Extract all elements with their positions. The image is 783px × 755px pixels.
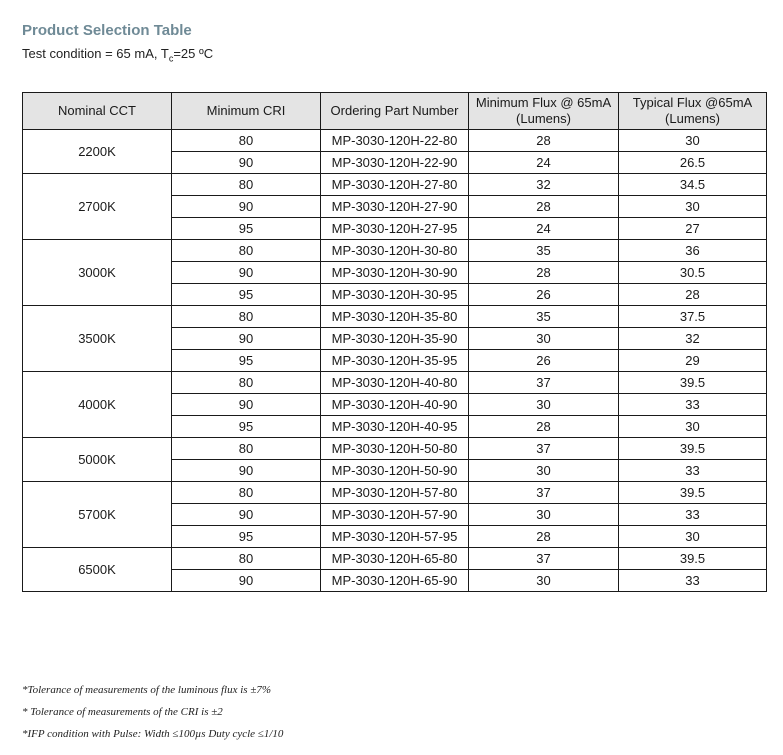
- cell-minimum-flux: 32: [469, 174, 619, 196]
- cell-nominal-cct: 3000K: [23, 240, 172, 306]
- cell-minimum-cri: 90: [172, 570, 321, 592]
- cell-nominal-cct: 5000K: [23, 438, 172, 482]
- cell-nominal-cct: 3500K: [23, 306, 172, 372]
- cell-ordering-part-number: MP-3030-120H-27-90: [321, 196, 469, 218]
- cell-minimum-flux: 24: [469, 218, 619, 240]
- table-row: [23, 240, 767, 262]
- cell-minimum-cri: 95: [172, 218, 321, 240]
- cell-typical-flux: 30.5: [619, 262, 767, 284]
- test-condition-suffix: =25 ºC: [173, 46, 214, 61]
- cell-minimum-cri: 80: [172, 174, 321, 196]
- cell-minimum-cri: 90: [172, 504, 321, 526]
- cell-minimum-cri: 95: [172, 284, 321, 306]
- cell-typical-flux: 29: [619, 350, 767, 372]
- test-condition-prefix: Test condition = 65 mA, T: [22, 46, 169, 61]
- cell-typical-flux: 39.5: [619, 482, 767, 504]
- footnote-ifp: *IFP condition with Pulse: Width ≤100µs Duty cycle ≤1/10: [22, 728, 284, 740]
- cell-typical-flux: 30: [619, 526, 767, 548]
- cell-minimum-cri: 80: [172, 306, 321, 328]
- footnote-luminous-flux: *Tolerance of measurements of the luminous flux is ±7%: [22, 684, 272, 696]
- cell-minimum-flux: 30: [469, 570, 619, 592]
- cell-typical-flux: 39.5: [619, 438, 767, 460]
- cell-minimum-flux: 30: [469, 328, 619, 350]
- cell-typical-flux: 39.5: [619, 372, 767, 394]
- cell-ordering-part-number: MP-3030-120H-40-90: [321, 394, 469, 416]
- cell-ordering-part-number: MP-3030-120H-27-80: [321, 174, 469, 196]
- cell-ordering-part-number: MP-3030-120H-57-95: [321, 526, 469, 548]
- cell-ordering-part-number: MP-3030-120H-65-90: [321, 570, 469, 592]
- cell-minimum-cri: 90: [172, 460, 321, 482]
- cell-ordering-part-number: MP-3030-120H-35-95: [321, 350, 469, 372]
- cell-ordering-part-number: MP-3030-120H-65-80: [321, 548, 469, 570]
- cell-ordering-part-number: MP-3030-120H-30-95: [321, 284, 469, 306]
- cell-ordering-part-number: MP-3030-120H-27-95: [321, 218, 469, 240]
- cell-ordering-part-number: MP-3030-120H-40-95: [321, 416, 469, 438]
- cell-nominal-cct: 4000K: [23, 372, 172, 438]
- cell-ordering-part-number: MP-3030-120H-30-80: [321, 240, 469, 262]
- cell-minimum-cri: 95: [172, 416, 321, 438]
- cell-ordering-part-number: MP-3030-120H-57-90: [321, 504, 469, 526]
- cell-nominal-cct: 2700K: [23, 174, 172, 240]
- cell-ordering-part-number: MP-3030-120H-30-90: [321, 262, 469, 284]
- cell-minimum-cri: 90: [172, 152, 321, 174]
- cell-typical-flux: 36: [619, 240, 767, 262]
- cell-ordering-part-number: MP-3030-120H-40-80: [321, 372, 469, 394]
- cell-minimum-cri: 90: [172, 328, 321, 350]
- cell-typical-flux: 33: [619, 460, 767, 482]
- header-minimum-flux-line1: Minimum Flux @ 65mA: [475, 95, 612, 110]
- footnotes: [22, 684, 283, 750]
- cell-ordering-part-number: MP-3030-120H-22-90: [321, 152, 469, 174]
- cell-minimum-cri: 90: [172, 196, 321, 218]
- cell-minimum-cri: 80: [172, 438, 321, 460]
- header-minimum-flux: [469, 93, 619, 130]
- cell-minimum-flux: 28: [469, 130, 619, 152]
- footnote-cri: * Tolerance of measurements of the CRI is ±2: [22, 706, 223, 718]
- cell-ordering-part-number: MP-3030-120H-50-80: [321, 438, 469, 460]
- cell-minimum-cri: 80: [172, 548, 321, 570]
- cell-minimum-cri: 95: [172, 526, 321, 548]
- header-nominal-cct: Nominal CCT: [23, 93, 172, 130]
- cell-minimum-flux: 28: [469, 262, 619, 284]
- cell-typical-flux: 33: [619, 394, 767, 416]
- cell-minimum-cri: 95: [172, 350, 321, 372]
- cell-minimum-flux: 28: [469, 526, 619, 548]
- cell-minimum-flux: 37: [469, 482, 619, 504]
- product-selection-table: [22, 92, 767, 592]
- table-row: [23, 306, 767, 328]
- table-row: [23, 174, 767, 196]
- cell-typical-flux: 27: [619, 218, 767, 240]
- test-condition: [22, 46, 213, 64]
- cell-minimum-flux: 28: [469, 416, 619, 438]
- cell-typical-flux: 32: [619, 328, 767, 350]
- cell-minimum-cri: 80: [172, 130, 321, 152]
- cell-minimum-flux: 37: [469, 548, 619, 570]
- table-header-row: [23, 93, 767, 130]
- cell-typical-flux: 30: [619, 416, 767, 438]
- header-typical-flux-line2: (Lumens): [665, 111, 720, 126]
- cell-nominal-cct: 2200K: [23, 130, 172, 174]
- cell-typical-flux: 34.5: [619, 174, 767, 196]
- cell-minimum-cri: 80: [172, 372, 321, 394]
- cell-minimum-flux: 30: [469, 394, 619, 416]
- cell-minimum-flux: 37: [469, 438, 619, 460]
- cell-minimum-cri: 90: [172, 394, 321, 416]
- cell-typical-flux: 30: [619, 196, 767, 218]
- table-row: [23, 548, 767, 570]
- cell-typical-flux: 33: [619, 504, 767, 526]
- table-row: [23, 372, 767, 394]
- header-minimum-flux-line2: (Lumens): [516, 111, 571, 126]
- cell-nominal-cct: 6500K: [23, 548, 172, 592]
- table-body: [23, 130, 767, 592]
- cell-minimum-flux: 30: [469, 504, 619, 526]
- page-title: Product Selection Table: [22, 22, 192, 39]
- header-typical-flux: [619, 93, 767, 130]
- cell-ordering-part-number: MP-3030-120H-35-90: [321, 328, 469, 350]
- cell-minimum-flux: 28: [469, 196, 619, 218]
- cell-ordering-part-number: MP-3030-120H-57-80: [321, 482, 469, 504]
- cell-minimum-cri: 90: [172, 262, 321, 284]
- table-row: [23, 482, 767, 504]
- header-ordering-part-number: Ordering Part Number: [321, 93, 469, 130]
- cell-minimum-flux: 26: [469, 350, 619, 372]
- cell-minimum-flux: 24: [469, 152, 619, 174]
- cell-ordering-part-number: MP-3030-120H-35-80: [321, 306, 469, 328]
- cell-ordering-part-number: MP-3030-120H-50-90: [321, 460, 469, 482]
- cell-minimum-flux: 35: [469, 306, 619, 328]
- cell-minimum-cri: 80: [172, 482, 321, 504]
- cell-typical-flux: 33: [619, 570, 767, 592]
- cell-typical-flux: 26.5: [619, 152, 767, 174]
- test-condition-subscript: c: [168, 53, 174, 64]
- cell-minimum-flux: 35: [469, 240, 619, 262]
- cell-typical-flux: 30: [619, 130, 767, 152]
- table-row: [23, 438, 767, 460]
- header-typical-flux-line1: Typical Flux @65mA: [632, 95, 753, 110]
- cell-typical-flux: 28: [619, 284, 767, 306]
- cell-nominal-cct: 5700K: [23, 482, 172, 548]
- header-minimum-cri: Minimum CRI: [172, 93, 321, 130]
- cell-minimum-flux: 26: [469, 284, 619, 306]
- cell-ordering-part-number: MP-3030-120H-22-80: [321, 130, 469, 152]
- table-row: [23, 130, 767, 152]
- cell-minimum-flux: 37: [469, 372, 619, 394]
- cell-typical-flux: 39.5: [619, 548, 767, 570]
- cell-minimum-flux: 30: [469, 460, 619, 482]
- cell-typical-flux: 37.5: [619, 306, 767, 328]
- cell-minimum-cri: 80: [172, 240, 321, 262]
